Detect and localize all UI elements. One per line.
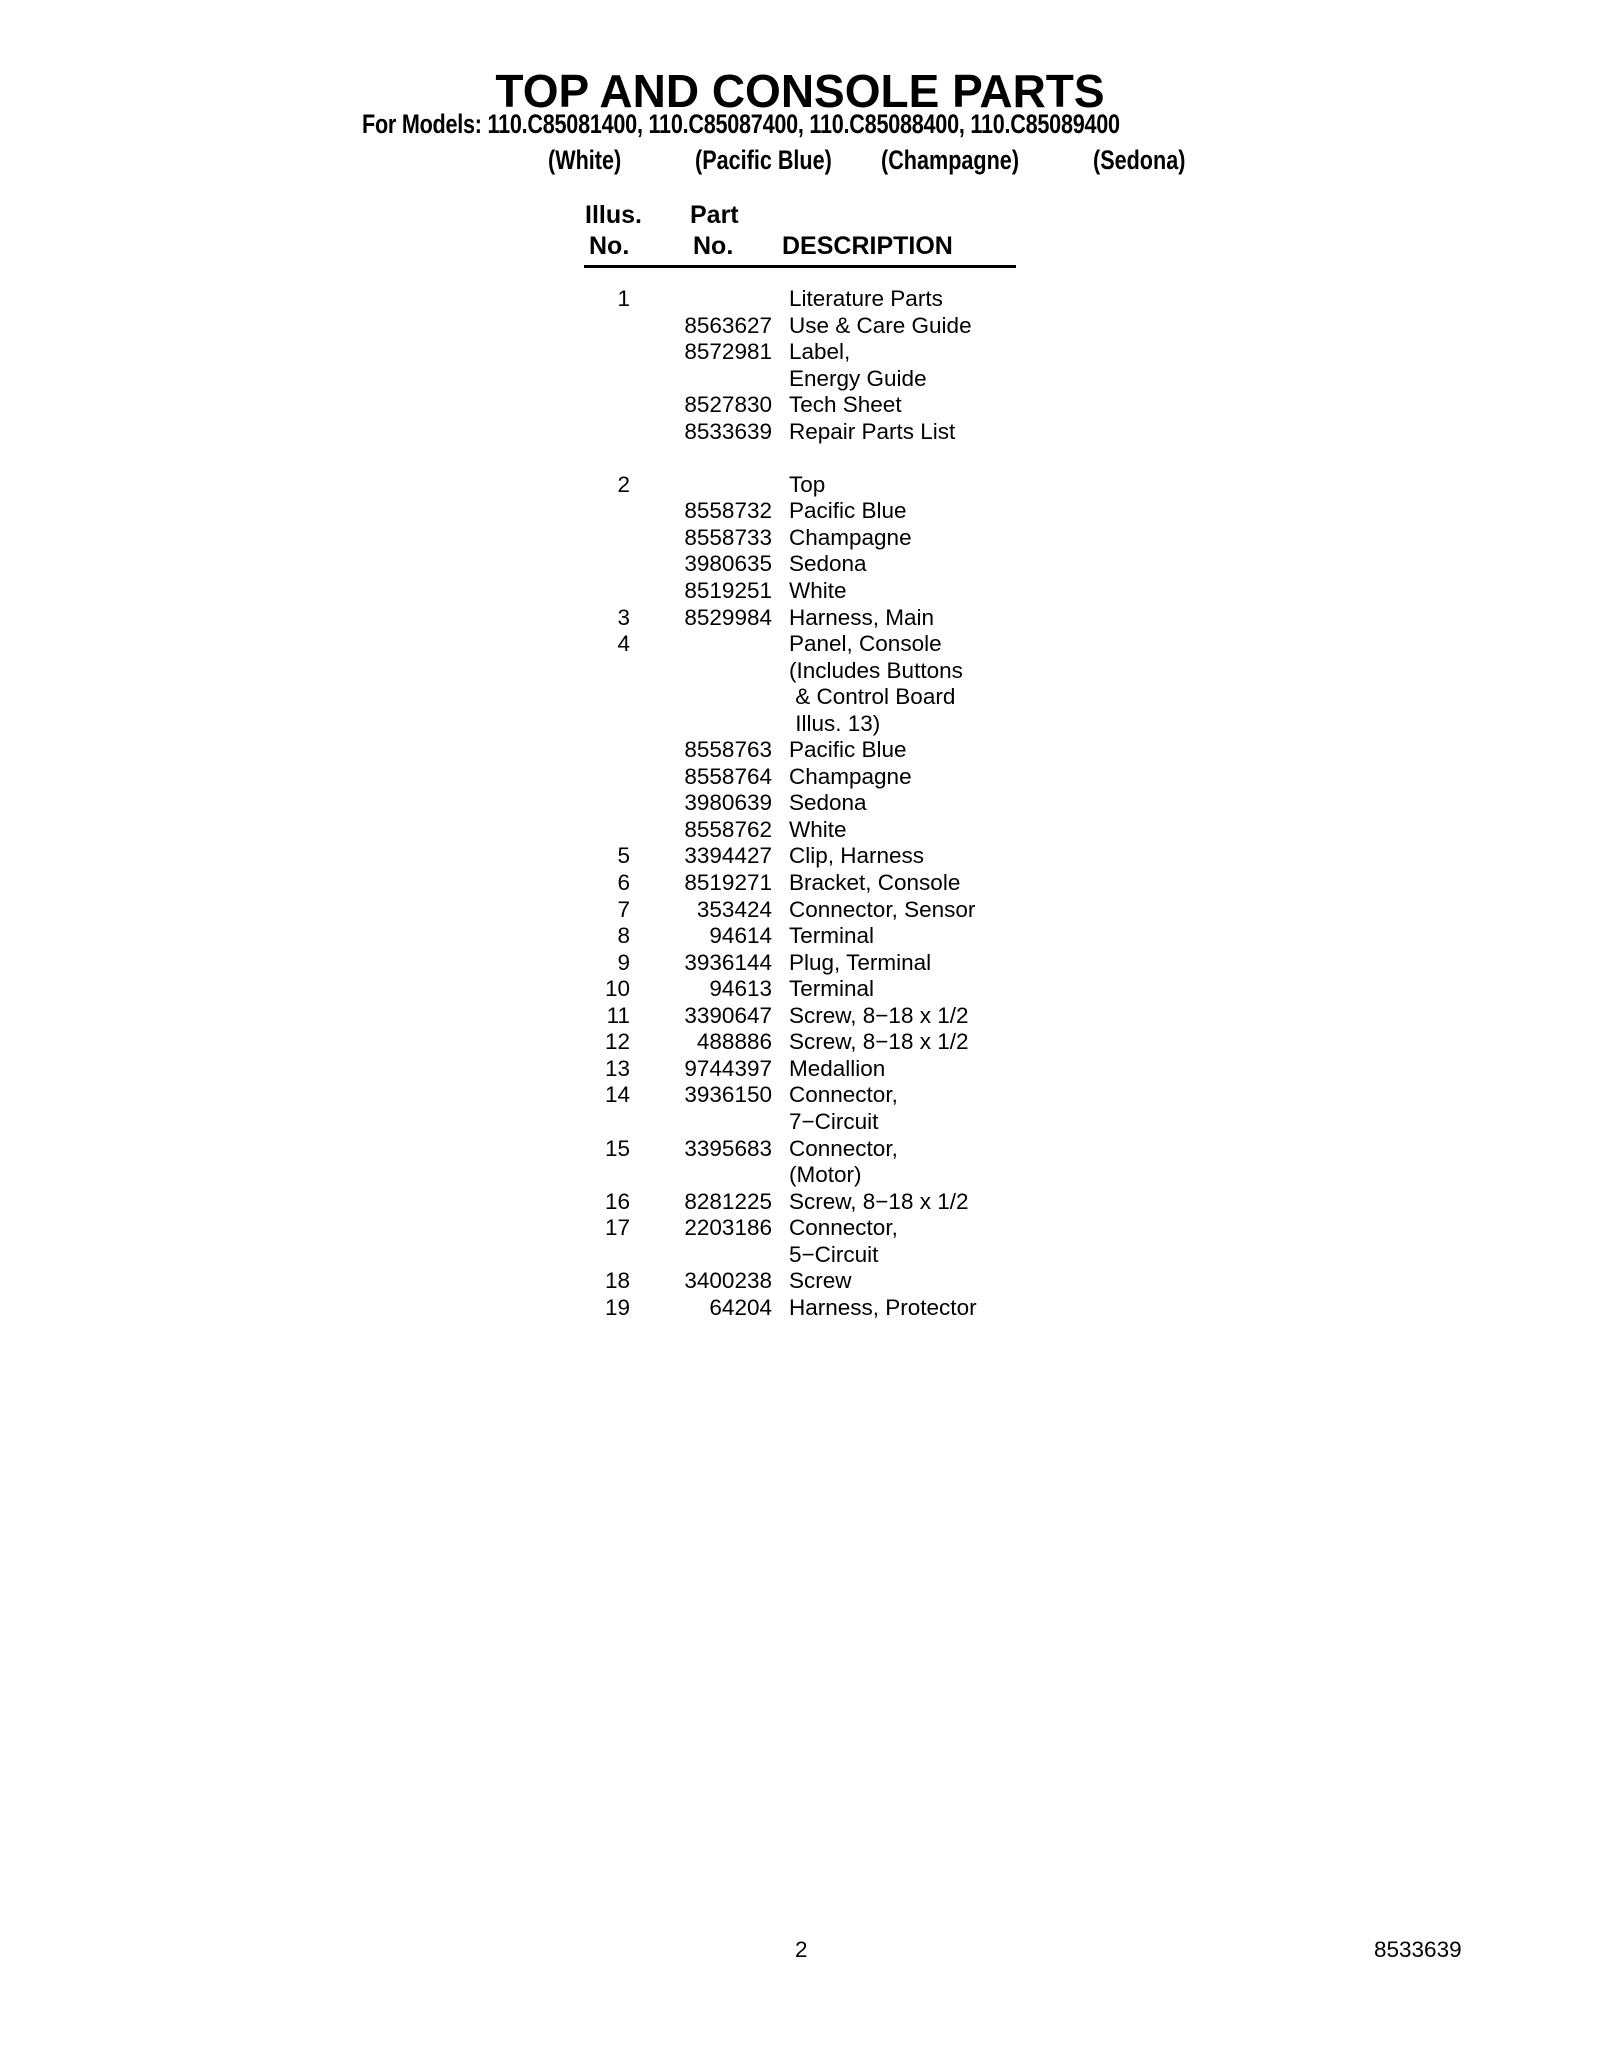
description: Repair Parts List <box>789 418 956 444</box>
table-row <box>560 1295 1040 1322</box>
part-number: 8519251 <box>684 578 772 604</box>
description: Use & Care Guide <box>789 312 972 338</box>
part-number: 3394427 <box>684 843 772 869</box>
table-row <box>560 1136 1040 1163</box>
part-number: 64204 <box>709 1294 772 1320</box>
table-row <box>560 790 1040 817</box>
description: White <box>789 578 847 604</box>
part-number: 8572981 <box>684 339 772 365</box>
description: 5−Circuit <box>789 1241 879 1267</box>
illus-number: 5 <box>617 843 630 869</box>
table-row <box>560 1215 1040 1242</box>
table-row <box>560 1189 1040 1216</box>
illus-number: 8 <box>617 923 630 949</box>
part-number: 8527830 <box>684 392 772 418</box>
part-number: 8281225 <box>684 1188 772 1214</box>
description: Label, <box>789 339 851 365</box>
part-number: 3980635 <box>684 551 772 577</box>
description: Bracket, Console <box>789 870 961 896</box>
illus-number: 2 <box>617 471 630 497</box>
description: 7−Circuit <box>789 1108 879 1134</box>
description: Harness, Main <box>789 604 935 630</box>
table-row <box>560 631 1040 658</box>
table-row <box>560 1109 1040 1136</box>
document-number: 8533639 <box>1374 1937 1462 1962</box>
illus-number: 3 <box>617 604 630 630</box>
part-number: 3936150 <box>684 1082 772 1108</box>
models-line: For Models: 110.C85081400, 110.C85087400, 110.C85088400, 110.C85089400 <box>362 109 1120 139</box>
description: (Includes Buttons <box>789 657 963 683</box>
table-row <box>560 605 1040 632</box>
description: Screw, 8−18 x 1/2 <box>789 1029 969 1055</box>
page-number: 2 <box>795 1937 808 1962</box>
table-row <box>560 950 1040 977</box>
description: Pacific Blue <box>789 498 907 524</box>
header-illus-line1: Illus. <box>585 201 642 229</box>
table-row <box>560 1162 1040 1189</box>
table-row <box>560 817 1040 844</box>
description: Connector, <box>789 1135 898 1161</box>
part-number: 3400238 <box>684 1268 772 1294</box>
description: Medallion <box>789 1055 886 1081</box>
illus-number: 15 <box>604 1135 630 1161</box>
table-row <box>560 525 1040 552</box>
table-row <box>560 392 1040 419</box>
description: White <box>789 816 847 842</box>
illus-number: 12 <box>604 1029 630 1055</box>
illus-number: 13 <box>604 1055 630 1081</box>
description: Connector, Sensor <box>789 896 976 922</box>
description: Illus. 13) <box>789 710 881 736</box>
table-row <box>560 1268 1040 1295</box>
illus-number: 1 <box>617 286 630 311</box>
table-row <box>560 870 1040 897</box>
part-number: 3980639 <box>684 790 772 816</box>
table-row <box>560 339 1040 366</box>
description: Terminal <box>789 976 875 1002</box>
illus-number: 16 <box>604 1188 630 1214</box>
table-row <box>560 551 1040 578</box>
part-number: 8563627 <box>684 312 772 338</box>
part-number: 94614 <box>709 923 772 949</box>
part-number: 8558733 <box>684 524 772 550</box>
header-illus-line2: No. <box>589 232 630 260</box>
part-number: 8533639 <box>684 418 772 444</box>
table-row <box>560 1003 1040 1030</box>
table-row <box>560 472 1040 499</box>
part-number: 8558762 <box>684 816 772 842</box>
description: Pacific Blue <box>789 737 907 763</box>
table-row <box>560 764 1040 791</box>
table-row <box>560 684 1040 711</box>
part-number: 353424 <box>696 896 772 922</box>
table-row <box>560 923 1040 950</box>
description: Literature Parts <box>789 286 943 311</box>
part-number: 8558763 <box>684 737 772 763</box>
description: Energy Guide <box>789 365 927 391</box>
header-part-line1: Part <box>690 201 739 229</box>
table-row <box>560 658 1040 685</box>
part-number: 488886 <box>696 1029 772 1055</box>
illus-number: 7 <box>617 896 630 922</box>
illus-number: 9 <box>617 949 630 975</box>
illus-number: 14 <box>604 1082 630 1108</box>
description: Screw, 8−18 x 1/2 <box>789 1002 969 1028</box>
description: & Control Board <box>789 684 956 710</box>
table-row <box>560 286 1040 313</box>
table-row <box>560 1082 1040 1109</box>
part-number: 8558764 <box>684 763 772 789</box>
description: Tech Sheet <box>789 392 902 418</box>
part-number: 3936144 <box>684 949 772 975</box>
part-number: 8529984 <box>684 604 772 630</box>
header-description: DESCRIPTION <box>782 232 953 260</box>
description: Sedona <box>789 551 867 577</box>
description: Top <box>789 471 826 497</box>
table-row <box>560 445 1040 472</box>
table-row <box>560 1056 1040 1083</box>
table-row <box>560 1242 1040 1269</box>
table-row <box>560 1029 1040 1056</box>
color-label-pacific-blue: (Pacific Blue) <box>695 145 832 175</box>
illus-number: 18 <box>604 1268 630 1294</box>
header-part-line2: No. <box>693 232 734 260</box>
description: Screw <box>789 1268 852 1294</box>
description: Plug, Terminal <box>789 949 932 975</box>
part-number: 8558732 <box>684 498 772 524</box>
part-number: 8519271 <box>684 870 772 896</box>
description: Terminal <box>789 923 875 949</box>
table-row <box>560 711 1040 738</box>
page-title: TOP AND CONSOLE PARTS <box>495 65 1105 117</box>
description: (Motor) <box>789 1162 862 1188</box>
part-number: 3390647 <box>684 1002 772 1028</box>
table-row <box>560 843 1040 870</box>
part-number: 9744397 <box>684 1055 772 1081</box>
color-label-champagne: (Champagne) <box>881 145 1020 175</box>
part-number: 3395683 <box>684 1135 772 1161</box>
description: Connector, <box>789 1082 898 1108</box>
parts-table <box>560 286 1040 1321</box>
color-label-white: (White) <box>548 145 622 175</box>
table-row <box>560 313 1040 340</box>
header-rule <box>584 265 1016 268</box>
description: Screw, 8−18 x 1/2 <box>789 1188 969 1214</box>
illus-number: 19 <box>604 1294 630 1320</box>
description: Panel, Console <box>789 631 942 657</box>
table-row <box>560 498 1040 525</box>
description: Clip, Harness <box>789 843 925 869</box>
illus-number: 6 <box>617 870 630 896</box>
table-row <box>560 419 1040 446</box>
description: Harness, Protector <box>789 1294 977 1320</box>
description: Connector, <box>789 1215 898 1241</box>
part-number: 2203186 <box>684 1215 772 1241</box>
description: Sedona <box>789 790 867 816</box>
illus-number: 10 <box>604 976 630 1002</box>
description: Champagne <box>789 524 912 550</box>
part-number: 94613 <box>709 976 772 1002</box>
illus-number: 11 <box>606 1002 630 1028</box>
color-label-sedona: (Sedona) <box>1093 145 1186 175</box>
description: Champagne <box>789 763 912 789</box>
illus-number: 4 <box>617 631 630 657</box>
table-row <box>560 578 1040 605</box>
table-row <box>560 976 1040 1003</box>
illus-number: 17 <box>604 1215 630 1241</box>
table-row <box>560 897 1040 924</box>
table-row <box>560 366 1040 393</box>
table-row <box>560 737 1040 764</box>
